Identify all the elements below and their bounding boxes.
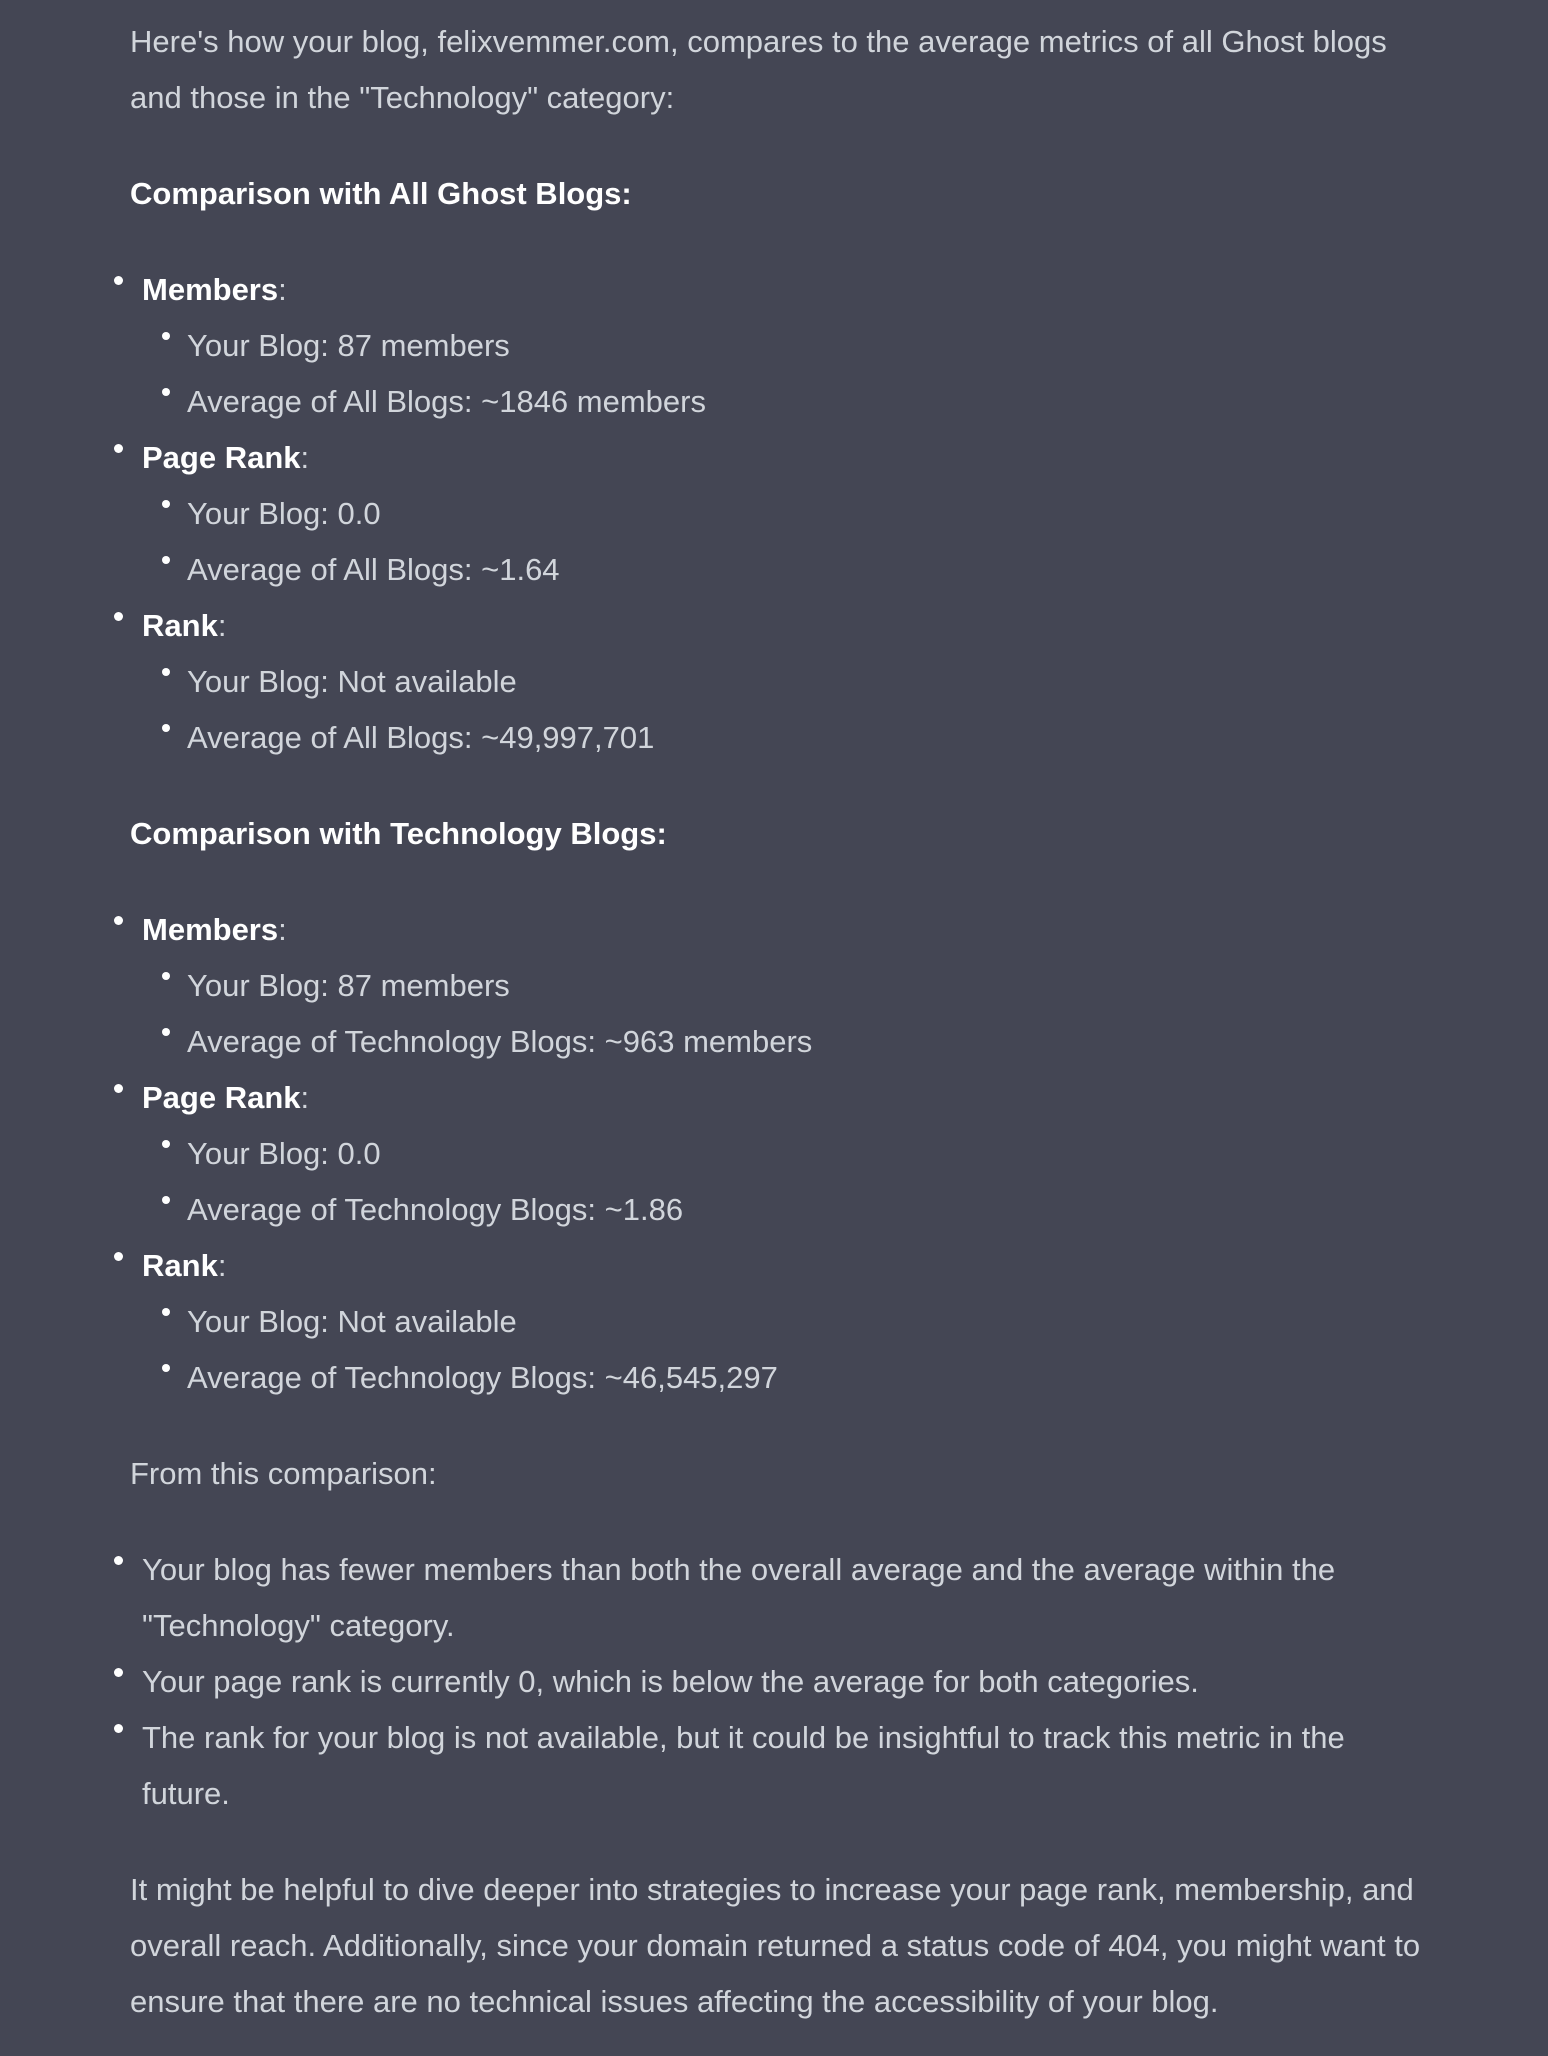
sub-item: Average of All Blogs: ~1846 members (187, 374, 1430, 430)
sub-item: Your Blog: 0.0 (187, 486, 1430, 542)
metric-label: Page Rank (142, 440, 301, 475)
sub-item: Average of Technology Blogs: ~46,545,297 (187, 1350, 1430, 1406)
metric-label: Rank (142, 608, 218, 643)
metric-label: Members (142, 912, 279, 947)
metric-page-rank: Page Rank: Your Blog: 0.0 Average of All Blogs: ~1.64 (130, 430, 1430, 598)
metrics-list-technology-blogs (130, 902, 1430, 1406)
metric-members: Members: Your Blog: 87 members Average of All Blogs: ~1846 members (130, 262, 1430, 430)
metric-rank: Rank: Your Blog: Not available Average of All Blogs: ~49,997,701 (130, 598, 1430, 766)
sub-item: Average of Technology Blogs: ~1.86 (187, 1182, 1430, 1238)
assistant-message (130, 14, 1430, 2030)
list-item: The rank for your blog is not available, but it could be insightful to track this metric in the future. (130, 1710, 1430, 1822)
conclusions-list (130, 1542, 1430, 1822)
sub-item: Your Blog: 87 members (187, 318, 1430, 374)
list-item: Your blog has fewer members than both the overall average and the average within the "Technology" category. (130, 1542, 1430, 1654)
metric-label: Rank (142, 1248, 218, 1283)
section-title-technology-blogs: Comparison with Technology Blogs: (130, 816, 667, 851)
sub-item: Your Blog: Not available (187, 1294, 1430, 1350)
sub-item: Your Blog: 87 members (187, 958, 1430, 1014)
section-title-all-blogs: Comparison with All Ghost Blogs: (130, 176, 632, 211)
metrics-list-all-blogs (130, 262, 1430, 766)
metric-page-rank: Page Rank: Your Blog: 0.0 Average of Technology Blogs: ~1.86 (130, 1070, 1430, 1238)
intro-paragraph: Here's how your blog, felixvemmer.com, compares to the average metrics of all Ghost blogs and those in the "Technology" category: (130, 24, 1387, 115)
closing-paragraph: It might be helpful to dive deeper into strategies to increase your page rank, membership, and overall reach. Additionally, since your domain returned a status code of 404, you might want to ensure that there are no technical issues affecting the accessibility of your blog. (130, 1872, 1421, 2019)
metric-label: Page Rank (142, 1080, 301, 1115)
sub-item: Your Blog: 0.0 (187, 1126, 1430, 1182)
sub-item: Your Blog: Not available (187, 654, 1430, 710)
metric-label: Members (142, 272, 279, 307)
from-comparison-text: From this comparison: (130, 1456, 437, 1491)
metric-members: Members: Your Blog: 87 members Average of Technology Blogs: ~963 members (130, 902, 1430, 1070)
sub-item: Average of All Blogs: ~49,997,701 (187, 710, 1430, 766)
metric-rank: Rank: Your Blog: Not available Average of Technology Blogs: ~46,545,297 (130, 1238, 1430, 1406)
sub-item: Average of Technology Blogs: ~963 members (187, 1014, 1430, 1070)
sub-item: Average of All Blogs: ~1.64 (187, 542, 1430, 598)
list-item: Your page rank is currently 0, which is below the average for both categories. (130, 1654, 1430, 1710)
